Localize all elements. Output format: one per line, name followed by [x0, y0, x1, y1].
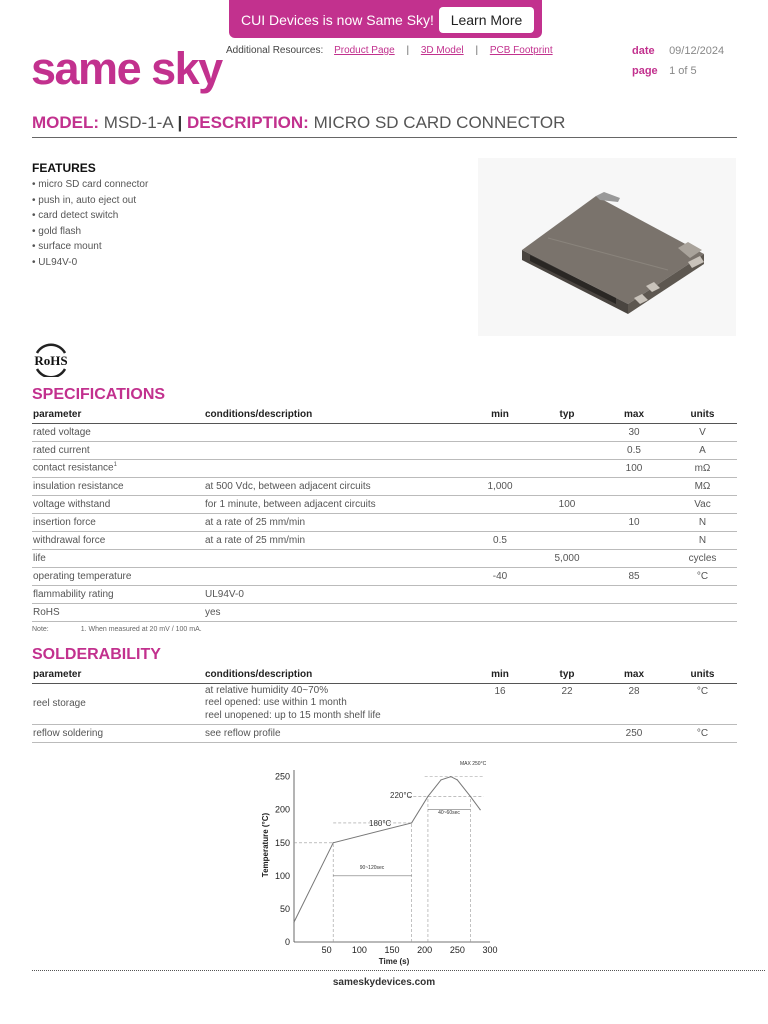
- solderability-title: SOLDERABILITY: [32, 646, 161, 663]
- cell-conditions: [204, 683, 466, 725]
- cell-parameter: reel storage: [32, 683, 204, 725]
- data-point: [450, 776, 451, 777]
- condition-line: at relative humidity 40~70%: [205, 684, 329, 696]
- cell-min: [466, 459, 534, 477]
- header-min: min: [466, 406, 534, 423]
- y-tick-label: 200: [274, 804, 290, 815]
- data-point: [440, 779, 441, 780]
- feature-item: • card detect switch: [32, 210, 119, 221]
- separator: |: [475, 45, 479, 56]
- features-title: FEATURES: [32, 161, 96, 175]
- table-row: [32, 459, 737, 477]
- page-line: [632, 65, 697, 77]
- y-tick-label: 50: [279, 903, 290, 914]
- cell-units: Vac: [668, 495, 737, 513]
- banner-text: CUI Devices is now Same Sky!: [241, 12, 434, 28]
- data-point: [480, 809, 481, 810]
- cell-max: 28: [600, 683, 668, 725]
- cell-min: 0.5: [466, 531, 534, 549]
- cell-parameter: voltage withstand: [32, 495, 204, 513]
- cell-parameter: [32, 459, 204, 477]
- annotation-max: MAX 250°C: [460, 761, 487, 767]
- cell-typ: [534, 423, 600, 441]
- note-label: Note:: [32, 626, 49, 633]
- table-row: [32, 567, 737, 585]
- cell-conditions: [204, 423, 466, 441]
- cell-conditions: [204, 441, 466, 459]
- table-row: [32, 495, 737, 513]
- reflow-series-line: [294, 777, 480, 923]
- cell-max: 0.5: [600, 441, 668, 459]
- date-label: date: [632, 45, 655, 57]
- cell-units: V: [668, 423, 737, 441]
- features-list: [32, 177, 148, 270]
- cell-conditions: at a rate of 25 mm/min: [204, 531, 466, 549]
- model-heading: [32, 113, 565, 133]
- y-tick-label: 100: [274, 870, 290, 881]
- cell-min: 16: [466, 683, 534, 725]
- cell-parameter: rated current: [32, 441, 204, 459]
- cell-max: 250: [600, 725, 668, 743]
- data-point: [411, 822, 412, 823]
- cell-typ: [534, 441, 600, 459]
- cell-max: [600, 549, 668, 567]
- x-tick-label: 200: [417, 945, 433, 955]
- cell-units: °C: [668, 725, 737, 743]
- cell-max: 100: [600, 459, 668, 477]
- model-label: MODEL:: [32, 113, 100, 132]
- cell-conditions: at a rate of 25 mm/min: [204, 513, 466, 531]
- page-value: 1 of 5: [669, 65, 697, 77]
- cell-min: [466, 585, 534, 603]
- solderability-table: [32, 666, 737, 743]
- feature-item: • micro SD card connector: [32, 179, 149, 190]
- annotation-soak: 90~120sec: [359, 865, 385, 871]
- x-tick-label: 50: [321, 945, 332, 955]
- feature-item: • gold flash: [32, 225, 82, 237]
- page-label: page: [632, 65, 658, 77]
- heading-rule: [32, 137, 737, 138]
- y-tick-label: 250: [274, 771, 290, 782]
- annotation-180: 180°C: [369, 819, 392, 828]
- cell-parameter: RoHS: [32, 603, 204, 621]
- 3d-model-link[interactable]: 3D Model: [420, 45, 464, 56]
- cell-min: 1,000: [466, 477, 534, 495]
- heading-separator: |: [177, 113, 183, 132]
- cell-units: MΩ: [668, 477, 737, 495]
- cell-units: N: [668, 513, 737, 531]
- table-row: [32, 603, 737, 621]
- data-point: [427, 796, 428, 797]
- cell-conditions: [204, 549, 466, 567]
- cell-units: °C: [668, 683, 737, 725]
- same-sky-logo[interactable]: same sky: [31, 43, 222, 94]
- date-line: [632, 45, 724, 57]
- x-axis-label: Time (s): [378, 957, 410, 966]
- header-parameter: parameter: [32, 406, 204, 423]
- cell-units: °C: [668, 567, 737, 585]
- x-tick-labels: [322, 945, 498, 955]
- table-row: [32, 585, 737, 603]
- header-typ: typ: [534, 406, 600, 423]
- cell-min: [466, 423, 534, 441]
- cell-conditions: [204, 459, 466, 477]
- table-row: [32, 423, 737, 441]
- learn-more-button[interactable]: Learn More: [439, 7, 534, 33]
- cell-typ: 5,000: [534, 549, 600, 567]
- footnote-mark: 1: [113, 462, 117, 469]
- cell-typ: [534, 513, 600, 531]
- header-conditions: conditions/description: [204, 406, 466, 423]
- cell-units: [668, 603, 737, 621]
- cell-max: 30: [600, 423, 668, 441]
- cell-units: cycles: [668, 549, 737, 567]
- cell-typ: [534, 585, 600, 603]
- cell-parameter: reflow soldering: [32, 725, 204, 743]
- rohs-text: RoHS: [34, 353, 68, 368]
- header-typ: typ: [534, 666, 600, 683]
- cell-min: [466, 513, 534, 531]
- reflow-profile-chart: [256, 757, 510, 969]
- table-row: [32, 725, 737, 743]
- cell-conditions: at 500 Vdc, between adjacent circuits: [204, 477, 466, 495]
- cell-parameter: withdrawal force: [32, 531, 204, 549]
- x-tick-label: 150: [384, 945, 400, 955]
- x-tick-label: 250: [449, 945, 465, 955]
- specifications-note: [32, 626, 202, 633]
- header-conditions: conditions/description: [204, 666, 466, 683]
- footer-rule: [32, 970, 765, 971]
- announcement-banner: [229, 0, 542, 38]
- table-row: [32, 683, 737, 725]
- description-label: DESCRIPTION:: [186, 113, 309, 132]
- cell-typ: [534, 725, 600, 743]
- reflow-points: [293, 776, 480, 923]
- cell-min: [466, 495, 534, 513]
- y-axis-label: Temperature (°C): [261, 812, 270, 878]
- cell-conditions: for 1 minute, between adjacent circuits: [204, 495, 466, 513]
- cell-typ: [534, 459, 600, 477]
- note-text: 1. When measured at 20 mV / 100 mA.: [80, 626, 202, 633]
- cell-max: [600, 603, 668, 621]
- cell-units: N: [668, 531, 737, 549]
- header-units: units: [668, 666, 737, 683]
- cell-parameter: insulation resistance: [32, 477, 204, 495]
- y-tick-label: 150: [274, 837, 290, 848]
- rohs-logo: [31, 343, 71, 377]
- cell-max: 10: [600, 513, 668, 531]
- header-parameter: parameter: [32, 666, 204, 683]
- cell-conditions: yes: [204, 603, 466, 621]
- cell-typ: [534, 531, 600, 549]
- cell-typ: [534, 477, 600, 495]
- cell-units: [668, 585, 737, 603]
- data-point: [293, 922, 294, 923]
- table-row: [32, 477, 737, 495]
- table-row: [32, 513, 737, 531]
- date-value: 09/12/2024: [669, 45, 725, 57]
- cell-min: [466, 441, 534, 459]
- annotation-220: 220°C: [390, 791, 413, 800]
- data-point: [333, 842, 334, 843]
- cell-conditions: see reflow profile: [204, 725, 466, 743]
- feature-item: • UL94V-0: [32, 256, 78, 268]
- table-row: [32, 549, 737, 567]
- cell-typ: 100: [534, 495, 600, 513]
- cell-units: mΩ: [668, 459, 737, 477]
- header-max: max: [600, 666, 668, 683]
- cell-units: A: [668, 441, 737, 459]
- data-point: [470, 796, 471, 797]
- pcb-footprint-link[interactable]: PCB Footprint: [489, 45, 553, 56]
- header-max: max: [600, 406, 668, 423]
- cell-min: [466, 725, 534, 743]
- cell-conditions: UL94V-0: [204, 585, 466, 603]
- cell-max: [600, 495, 668, 513]
- cell-max: [600, 531, 668, 549]
- cell-min: [466, 603, 534, 621]
- parameter-text: contact resistance: [33, 462, 114, 474]
- y-tick-label: 0: [284, 937, 290, 947]
- specifications-title: SPECIFICATIONS: [32, 386, 166, 403]
- product-page-link[interactable]: Product Page: [334, 45, 395, 56]
- condition-line: reel opened: use within 1 month: [205, 697, 347, 708]
- table-row: [32, 441, 737, 459]
- header-min: min: [466, 666, 534, 683]
- cell-parameter: flammability rating: [32, 585, 204, 603]
- cell-max: [600, 585, 668, 603]
- cell-parameter: life: [32, 549, 204, 567]
- x-tick-label: 300: [482, 945, 498, 955]
- data-point: [457, 779, 458, 780]
- resources-label: Additional Resources:: [226, 45, 324, 56]
- x-tick-label: 100: [351, 945, 367, 955]
- model-value: MSD-1-A: [103, 113, 173, 132]
- separator: |: [406, 45, 410, 56]
- additional-resources: [226, 45, 553, 56]
- specifications-table: [32, 406, 737, 622]
- cell-conditions: [204, 567, 466, 585]
- table-header-row: [32, 666, 737, 683]
- condition-line: reel unopened: up to 15 month shelf life: [205, 709, 381, 721]
- cell-parameter: insertion force: [32, 513, 204, 531]
- table-header-row: [32, 406, 737, 423]
- header-units: units: [668, 406, 737, 423]
- cell-max: [600, 477, 668, 495]
- cell-min: [466, 549, 534, 567]
- cell-parameter: operating temperature: [32, 567, 204, 585]
- cell-min: -40: [466, 567, 534, 585]
- feature-item: • push in, auto eject out: [32, 194, 137, 206]
- description-value: MICRO SD CARD CONNECTOR: [313, 113, 566, 132]
- cell-parameter: rated voltage: [32, 423, 204, 441]
- cell-max: 85: [600, 567, 668, 585]
- annotation-peak: 40~60sec: [438, 810, 460, 816]
- y-tick-labels: [275, 772, 290, 947]
- feature-item: • surface mount: [32, 241, 102, 252]
- product-image: [478, 158, 736, 336]
- table-row: [32, 531, 737, 549]
- cell-typ: [534, 567, 600, 585]
- cell-typ: 22: [534, 683, 600, 725]
- cell-typ: [534, 603, 600, 621]
- footer-url[interactable]: sameskydevices.com: [332, 977, 436, 988]
